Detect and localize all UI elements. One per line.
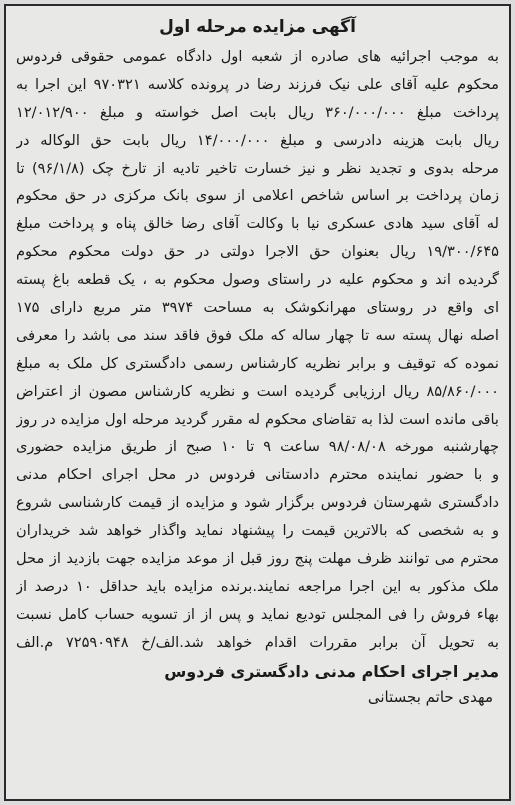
notice-title: آگهی مزایده مرحله اول [159, 17, 356, 37]
notice-line: محترم می توانند ظرف مهلت پنج روز قبل از موعد مزایده جهت بازدید از محل [16, 550, 499, 568]
notice-line: باقی مانده است لذا به تقاضای محکوم له مقرر گردید مرحله اول مزایده در روز [16, 410, 499, 428]
signature-block [16, 659, 499, 709]
notice-line: ملک مذکور به این اجرا مراجعه نمایند.برنده مزایده باید حداقل ۱۰ درصد از [16, 577, 499, 595]
notice-line: له آقای سید هادی عسکری نیا با وکالت آقای رضا خالق پناه و پرداخت مبلغ [16, 215, 499, 233]
auction-notice [4, 4, 511, 801]
notice-line: و به شخصی که بالاترین قیمت را پیشنهاد نماید واگذار خواهد شد خریداران [16, 522, 499, 540]
notice-line: ۱۹/۳۰۰/۶۴۵ ریال بعنوان حق الاجرا دولتی در حق دولت محکوم محکوم [16, 243, 499, 261]
notice-line: دادگستری شهرستان فردوس برگزار شود و مزایده از قیمت کارشناسی شروع [16, 494, 499, 512]
notice-line: محکوم علیه آقای علی نیک فرزند رضا در پرونده کلاسه ۹۷۰۳۲۱ این اجرا به [16, 75, 499, 93]
notice-body [16, 43, 499, 657]
signature-name: مهدی حاتم بجستانی [367, 687, 493, 706]
notice-line: ۸۵/۸۶۰/۰۰۰ ریال ارزیابی گردیده است و نظریه کارشناس مصون از اعتراض [16, 382, 499, 400]
notice-line: زمان پرداخت بر اساس شاخص اعلامی از سوی بانک مرکزی در حق محکوم [16, 187, 499, 205]
notice-line: پرداخت مبلغ ۳۶۰/۰۰۰/۰۰۰ ریال بابت اصل خواسته و مبلغ ۱۲/۰۱۲/۹۰۰ [16, 103, 499, 121]
notice-line: ریال بابت هزینه دادرسی و مبلغ ۱۴/۰۰۰/۰۰۰ ریال بابت حق الوکاله در [16, 131, 499, 149]
notice-line: اصله نهال پسته سه تا چهار ساله که ملک فوق فاقد سند می باشد را معرفی [16, 326, 499, 344]
notice-line: نموده که توقیف و برابر نظریه کارشناس رسمی دادگستری کل ملک به مبلغ [16, 354, 499, 372]
notice-line: و با حضور نماینده محترم دادستانی فردوس در محل اجرای احکام مدنی [16, 466, 499, 484]
notice-line: بهاء فروش را فی المجلس تودیع نماید و پس از از تسویه حساب کامل نسبت [16, 605, 499, 623]
signature-title: مدیر اجرای احکام مدنی دادگستری فردوس [164, 661, 499, 681]
notice-line: چهارشنبه مورخه ۹۸/۰۸/۰۸ ساعت ۹ تا ۱۰ صبح از طریق مزایده حضوری [16, 438, 499, 456]
notice-line: به موجب اجرائیه های صادره از شعبه اول دادگاه عمومی حقوقی فردوس [16, 48, 499, 65]
notice-line: گردیده اند و محکوم علیه در راستای وصول محکوم به ، یک قطعه باغ پسته [16, 271, 499, 289]
notice-line: مرحله بدوی و تجدید نظر و نیز خسارت تاخیر تادیه از تارخ چک (۹۶/۱/۸) تا [16, 159, 499, 177]
notice-line: ای واقع در روستای مهرانکوشک به مساحت ۳۹۷۴ متر مربع دارای ۱۷۵ [16, 299, 499, 317]
notice-line: به تحویل آن برابر مقررات اقدام خواهد شد.الف/خ ۷۲۵۹۰۹۴۸ م.الف [16, 633, 499, 651]
